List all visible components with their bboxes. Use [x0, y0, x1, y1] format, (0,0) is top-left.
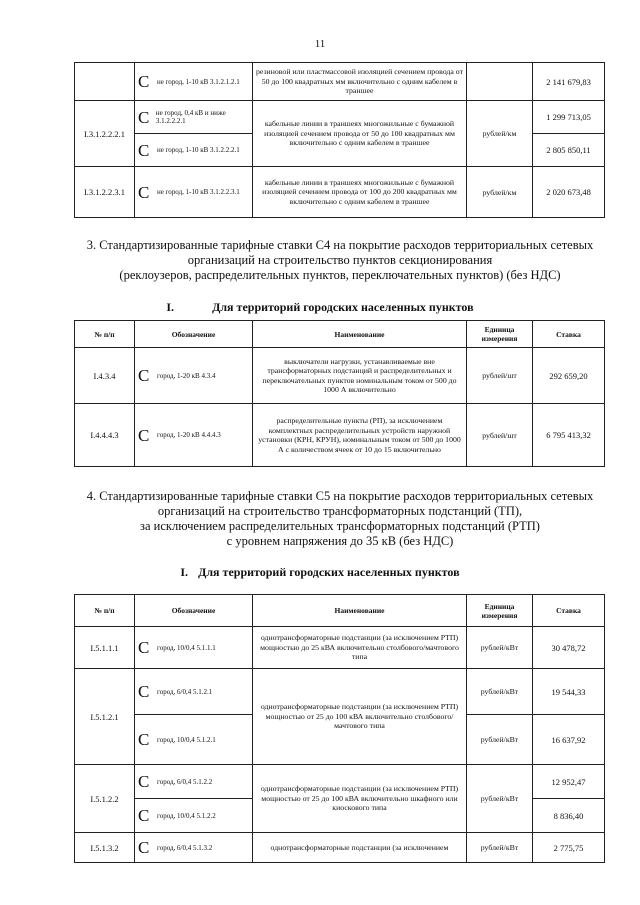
designation-text: не город, 1-10 кВ 3.1.2.2.3.1	[157, 188, 240, 196]
table-row	[75, 833, 605, 863]
designation-text: не город, 1-10 кВ 3.1.2.1.2.1	[157, 77, 240, 86]
header-name: Наименование	[253, 595, 467, 627]
designation-text: не город, 1-10 кВ 3.1.2.2.2.1	[157, 146, 240, 154]
table-row	[75, 765, 605, 799]
c-symbol: C	[138, 682, 150, 701]
table-header-row	[75, 321, 605, 348]
row-unit: рублей/кВт	[467, 669, 533, 715]
row-designation	[135, 765, 253, 799]
c-symbol: C	[138, 772, 150, 791]
table-row	[75, 669, 605, 715]
designation-text: город, 10/0,4 5.1.2.1	[157, 735, 216, 744]
heading-line: (реклоузеров, распределительных пунктов, переключательных пунктов) (без НДС)	[119, 268, 561, 282]
designation-text: город, 6/0,4 5.1.3.2	[157, 843, 213, 852]
row-designation	[135, 63, 253, 101]
roman-numeral: I.	[180, 565, 189, 579]
row-designation	[135, 348, 253, 404]
row-rate: 8 836,40	[533, 799, 605, 833]
c-symbol: C	[138, 72, 150, 91]
header-rate: Ставка	[533, 321, 605, 348]
table-section3	[74, 320, 605, 467]
designation-text: город, 1-20 кВ 4.3.4	[157, 371, 216, 380]
table-section4	[74, 594, 605, 863]
row-unit: рублей/кВт	[467, 765, 533, 833]
c-symbol: C	[138, 806, 150, 825]
row-name: распределительные пункты (РП), за исключением комплектных распределительных устройств наружной установки (КРН, КРУН), номинальным током от 500 до 1000 А с количеством ячеек от 10 до 15 включительно	[253, 404, 467, 467]
row-number: I.5.1.2.2	[75, 765, 135, 833]
designation-text: город, 6/0,4 5.1.2.2	[157, 777, 213, 786]
row-name: однотрансформаторные подстанции (за исключением РТП) мощностью от 25 до 100 кВА включительно шкафного или киоскового типа	[253, 765, 467, 833]
row-designation	[135, 799, 253, 833]
c-symbol: C	[138, 838, 150, 857]
row-number: I.4.4.4.3	[75, 404, 135, 467]
table-row	[75, 627, 605, 669]
row-name: кабельные линии в траншеях многожильные с бумажной изоляцией сечением провода от 100 до 200 квадратных мм включительно с одним кабелем в траншее	[253, 167, 467, 218]
table-row	[75, 101, 605, 134]
header-designation: Обозначение	[135, 321, 253, 348]
row-rate: 2 775,75	[533, 833, 605, 863]
row-unit: рублей/шт	[467, 348, 533, 404]
heading-line: за исключением распределительных трансформаторных подстанций (РТП)	[140, 519, 540, 533]
row-designation	[135, 101, 253, 134]
row-rate: 2 141 679,83	[533, 63, 605, 101]
row-number	[75, 63, 135, 101]
heading-line: организаций на строительство пунктов секционирования	[187, 253, 493, 267]
row-number: I.5.1.2.1	[75, 669, 135, 765]
row-number: I.5.1.3.2	[75, 833, 135, 863]
row-name: резиновой или пластмассовой изоляцией сечением провода от 50 до 100 квадратных мм включительно с одним кабелем в траншее	[253, 63, 467, 101]
row-unit: рублей/шт	[467, 404, 533, 467]
table-row	[75, 167, 605, 218]
row-rate: 16 637,92	[533, 715, 605, 765]
header-number: № п/п	[75, 321, 135, 348]
table-header-row	[75, 595, 605, 627]
row-unit: рублей/кВт	[467, 833, 533, 863]
heading-line: с уровнем напряжения до 35 кВ (без НДС)	[226, 534, 454, 548]
row-name: выключатели нагрузки, устанавливаемые вне трансформаторных подстанций и распределительных и переключательных пунктов номинальным током от 500 до 1000 А включительно	[253, 348, 467, 404]
c-symbol: C	[138, 638, 150, 657]
header-unit: Единица измерения	[467, 595, 533, 627]
section4-subheading	[0, 565, 640, 580]
table-section2-continuation	[74, 62, 605, 218]
table-row	[75, 348, 605, 404]
row-rate: 30 478,72	[533, 627, 605, 669]
page-number: 11	[314, 38, 326, 50]
row-designation	[135, 167, 253, 218]
section3-heading	[40, 238, 640, 283]
c-symbol: C	[138, 425, 150, 445]
designation-text: город, 6/0,4 5.1.2.1	[157, 687, 213, 696]
designation-text: город, 1-20 кВ 4.4.4.3	[157, 431, 221, 439]
row-name: однотрансформаторные подстанции (за исключением	[253, 833, 467, 863]
row-designation	[135, 833, 253, 863]
c-symbol: C	[138, 366, 150, 385]
header-designation: Обозначение	[135, 595, 253, 627]
heading-line: организаций на строительство трансформаторных подстанций (ТП),	[157, 504, 523, 518]
header-number: № п/п	[75, 595, 135, 627]
heading-line: 3. Стандартизированные тарифные ставки С4 на покрытие расходов территориальных сетевых	[86, 238, 594, 252]
row-designation	[135, 715, 253, 765]
roman-numeral: I.	[166, 300, 175, 314]
row-unit: рублей/км	[467, 101, 533, 167]
c-symbol: C	[138, 107, 150, 127]
header-unit: Единица измерения	[467, 321, 533, 348]
c-symbol: C	[138, 182, 150, 202]
row-designation	[135, 404, 253, 467]
c-symbol: C	[138, 730, 150, 749]
row-rate: 292 659,20	[533, 348, 605, 404]
section3-subheading	[0, 300, 640, 315]
subheading-text: Для территорий городских населенных пунктов	[212, 300, 474, 314]
row-unit	[467, 63, 533, 101]
table-row	[75, 63, 605, 101]
heading-line: 4. Стандартизированные тарифные ставки С5 на покрытие расходов территориальных сетевых	[86, 489, 594, 503]
row-rate: 2 020 673,48	[533, 167, 605, 218]
row-number: I.5.1.1.1	[75, 627, 135, 669]
header-rate: Ставка	[533, 595, 605, 627]
row-rate: 2 805 850,11	[533, 134, 605, 167]
designation-text: не город, 0,4 кВ и ниже 3.1.2.2.2.1	[155, 109, 226, 125]
subheading-text: Для территорий городских населенных пунктов	[198, 565, 460, 579]
row-number: I.4.3.4	[75, 348, 135, 404]
row-number: I.3.1.2.2.3.1	[75, 167, 135, 218]
row-name: однотрансформаторные подстанции (за исключением РТП) мощностью до 25 кВА включительно столбового/мачтового типа	[253, 627, 467, 669]
header-name: Наименование	[253, 321, 467, 348]
designation-text: город, 10/0,4 5.1.2.2	[157, 811, 216, 820]
row-rate: 6 795 413,32	[533, 404, 605, 467]
row-number: I.3.1.2.2.2.1	[75, 101, 135, 167]
c-symbol: C	[138, 140, 150, 160]
row-unit: рублей/км	[467, 167, 533, 218]
designation-text: город, 10/0,4 5.1.1.1	[157, 643, 216, 652]
row-designation	[135, 134, 253, 167]
row-designation	[135, 627, 253, 669]
row-designation	[135, 669, 253, 715]
row-rate: 19 544,33	[533, 669, 605, 715]
row-rate: 12 952,47	[533, 765, 605, 799]
table-row	[75, 404, 605, 467]
row-unit: рублей/кВт	[467, 627, 533, 669]
row-name: кабельные линии в траншеях многожильные с бумажной изоляцией сечением провода от 50 до 100 квадратных мм включительно с одним кабелем в траншее	[253, 101, 467, 167]
row-unit: рублей/кВт	[467, 715, 533, 765]
row-name: однотрансформаторные подстанции (за исключением РТП) мощностью от 25 до 100 кВА включительно столбового/мачтового типа	[253, 669, 467, 765]
section4-heading	[40, 489, 640, 549]
row-rate: 1 299 713,05	[533, 101, 605, 134]
